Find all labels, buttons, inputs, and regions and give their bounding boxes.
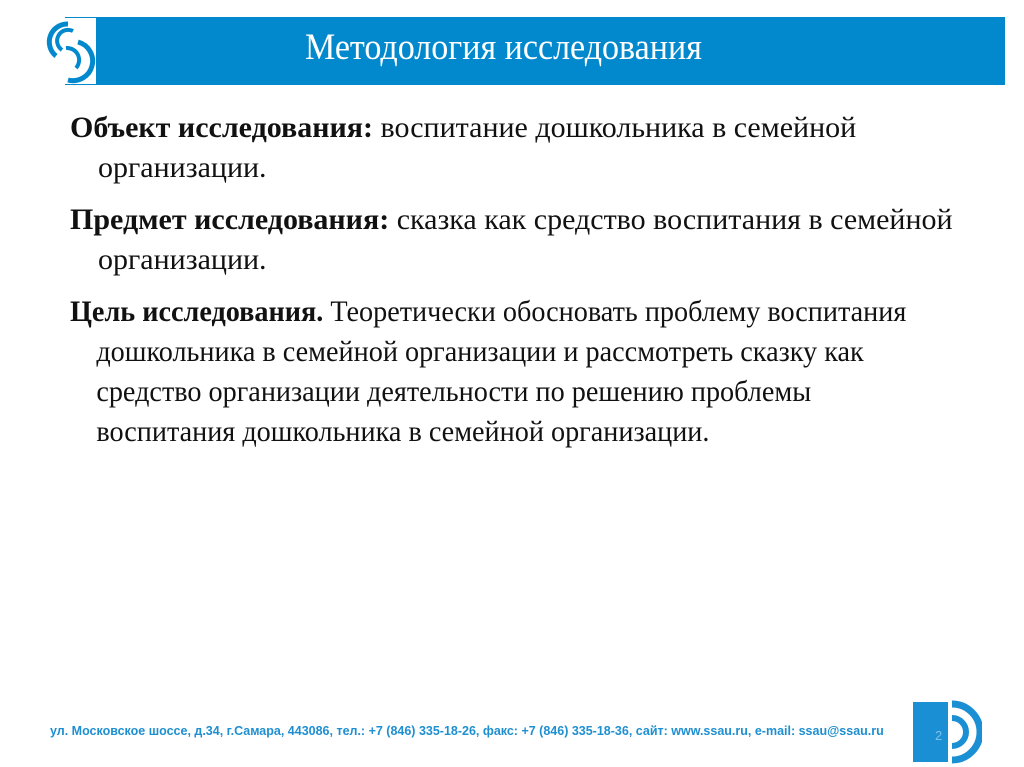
- paragraph-label: Цель исследования.: [70, 295, 324, 328]
- slide-body: [70, 108, 990, 464]
- page-number: 2: [935, 728, 943, 743]
- slide-title: Методология исследования: [305, 27, 702, 68]
- paragraph-text: Теоретически обосновать проблему воспитания дошкольника в семейной организации и рассмотреть сказку как средство организации деятельности по решению проблемы воспитания дошкольника в семейной организации.: [96, 295, 907, 448]
- footer-contact: ул. Московское шоссе, д.34, г.Самара, 443086, тел.: +7 (846) 335-18-26, факс: +7 (846) 335-18-36, сайт: www.ssau.ru, e-mail: ssau@ssau.ru: [50, 724, 884, 738]
- university-logo-icon: [40, 18, 96, 84]
- page-marker-logo-icon: [912, 700, 982, 764]
- paragraph-label: Предмет исследования:: [70, 203, 390, 236]
- paragraph-goal: [70, 292, 942, 452]
- paragraph-text: воспитание дошкольника в семейной организации.: [98, 111, 857, 184]
- paragraph-label: Объект исследования:: [70, 111, 374, 144]
- paragraph-subject: [70, 200, 990, 280]
- paragraph-object: [70, 108, 990, 188]
- paragraph-text: сказка как средство воспитания в семейной организации.: [98, 203, 953, 276]
